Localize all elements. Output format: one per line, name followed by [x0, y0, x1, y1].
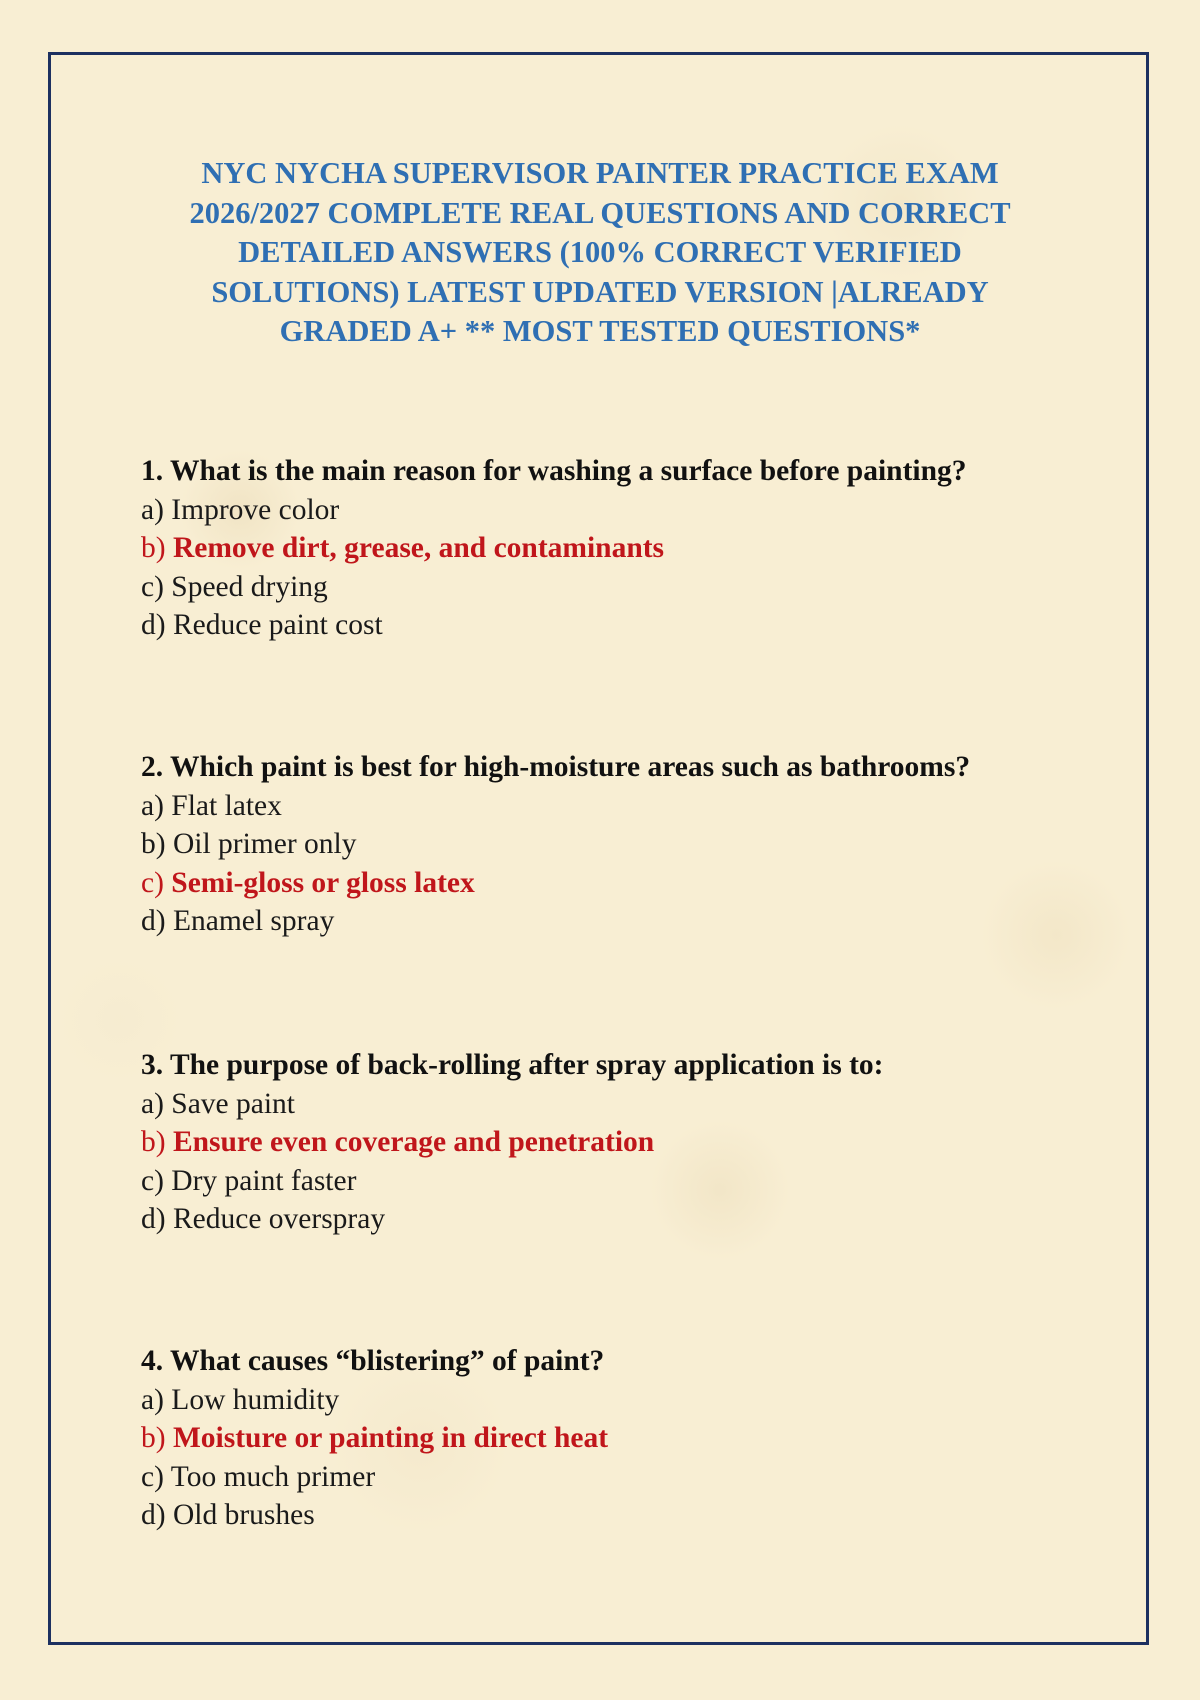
option-letter: b)	[141, 1126, 166, 1158]
option-letter: d)	[141, 1203, 166, 1235]
option-letter: c)	[141, 1460, 164, 1493]
document-title: NYC NYCHA SUPERVISOR PAINTER PRACTICE EXAM 2026/2027 COMPLETE REAL QUESTIONS AND CORRECT DETAILED ANSWERS (100% CORRECT VERIFIED SOLUTIONS) LATEST UPDATED VERSION |ALREADY GRADED A+ ** MOST TESTED QUESTIONS*	[189, 156, 1011, 348]
question-text: 3. The purpose of back-rolling after spray application is to:	[141, 1049, 884, 1081]
answer-option	[141, 902, 1081, 941]
question-block	[141, 1342, 1081, 1535]
correct-answer-option	[141, 529, 1081, 568]
answer-option	[141, 606, 1081, 645]
answer-option	[141, 568, 1081, 607]
option-text: Ensure even coverage and penetration	[172, 1126, 655, 1158]
option-text: Old brushes	[172, 1499, 315, 1531]
question-text: 2. Which paint is best for high-moisture areas such as bathrooms?	[141, 751, 971, 783]
option-text: Reduce overspray	[172, 1203, 386, 1235]
question-block	[141, 1046, 1081, 1239]
option-letter: b)	[141, 1422, 166, 1454]
answer-option	[141, 1162, 1081, 1201]
answer-option	[141, 787, 1081, 826]
option-text: Enamel spray	[172, 905, 335, 937]
answer-option	[141, 1381, 1081, 1420]
option-letter: d)	[141, 1499, 166, 1531]
correct-answer-option	[141, 1419, 1081, 1458]
option-letter: d)	[141, 905, 166, 937]
option-text: Remove dirt, grease, and contaminants	[172, 532, 665, 564]
question-block	[141, 748, 1081, 941]
option-letter: a)	[141, 1087, 164, 1120]
option-text: Low humidity	[171, 1383, 340, 1416]
option-letter: c)	[141, 866, 164, 899]
correct-answer-option	[141, 1123, 1081, 1162]
answer-option	[141, 825, 1081, 864]
option-text: Speed drying	[171, 570, 328, 603]
answer-option	[141, 491, 1081, 530]
answer-option	[141, 1458, 1081, 1497]
option-text: Flat latex	[171, 789, 282, 822]
option-letter: a)	[141, 493, 164, 526]
answer-option	[141, 1200, 1081, 1239]
option-text: Save paint	[171, 1087, 296, 1120]
option-text: Moisture or painting in direct heat	[172, 1422, 609, 1454]
option-letter: d)	[141, 609, 166, 641]
option-text: Dry paint faster	[171, 1164, 357, 1197]
option-letter: a)	[141, 1383, 164, 1416]
option-text: Semi-gloss or gloss latex	[171, 866, 475, 899]
question-text: 1. What is the main reason for washing a surface before painting?	[141, 455, 967, 487]
option-text: Reduce paint cost	[172, 609, 383, 641]
question-block	[141, 452, 1081, 645]
option-letter: b)	[141, 532, 166, 564]
question-text: 4. What causes “blistering” of paint?	[141, 1345, 605, 1377]
option-letter: c)	[141, 570, 164, 603]
option-letter: a)	[141, 789, 164, 822]
answer-option	[141, 1496, 1081, 1535]
answer-option	[141, 1085, 1081, 1124]
option-text: Oil primer only	[172, 828, 357, 860]
correct-answer-option	[141, 864, 1081, 903]
option-text: Too much primer	[170, 1460, 376, 1493]
option-letter: c)	[141, 1164, 164, 1197]
option-text: Improve color	[171, 493, 340, 526]
option-letter: b)	[141, 828, 166, 860]
